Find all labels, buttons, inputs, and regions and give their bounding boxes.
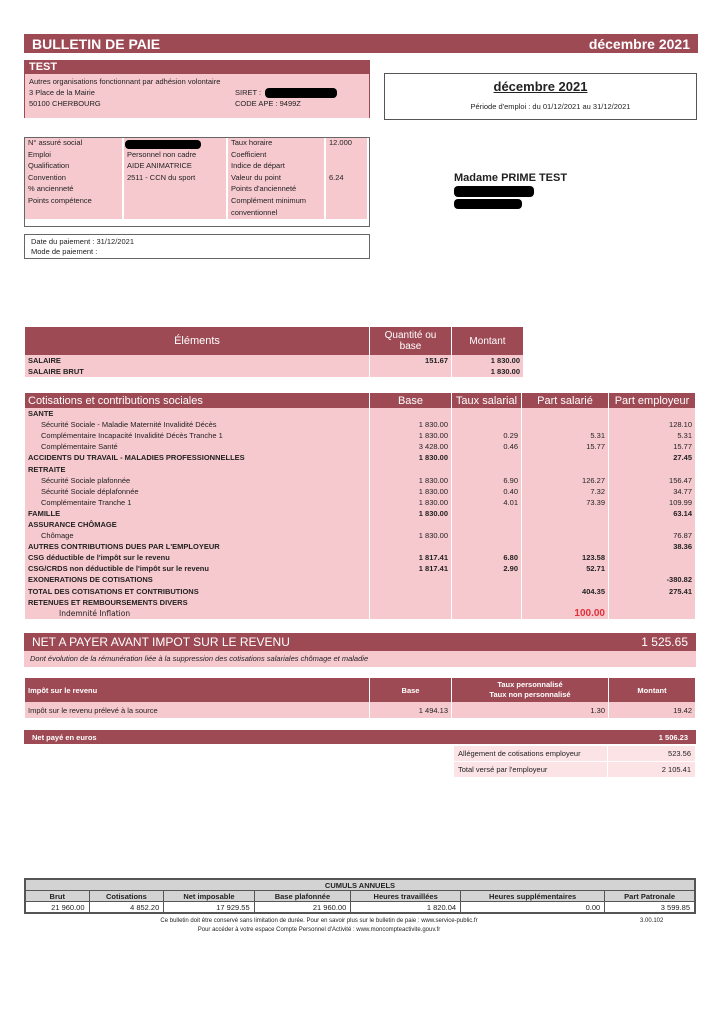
contrib-cell bbox=[522, 597, 609, 608]
contrib-cell: 2.90 bbox=[452, 563, 522, 574]
contrib-cell: Chômage bbox=[25, 530, 370, 541]
info-row bbox=[25, 173, 368, 185]
contrib-cell bbox=[452, 408, 522, 419]
annual-totals-value: 0.00 bbox=[461, 902, 605, 913]
ape-code: CODE APE : 9499Z bbox=[235, 99, 301, 108]
contrib-row bbox=[25, 508, 696, 519]
contrib-cell: 126.27 bbox=[522, 475, 609, 486]
info-cell: conventionnel bbox=[227, 208, 325, 220]
contrib-cell: 0.46 bbox=[452, 441, 522, 452]
info-cell bbox=[123, 208, 227, 220]
contrib-row bbox=[25, 475, 696, 486]
contrib-cell: 3 428.00 bbox=[370, 441, 452, 452]
elements-header-amount: Montant bbox=[452, 327, 524, 355]
contrib-cell bbox=[452, 574, 522, 585]
info-cell: Personnel non cadre bbox=[123, 150, 227, 162]
contrib-cell: 7.32 bbox=[522, 486, 609, 497]
contrib-cell: 1 830.00 bbox=[370, 475, 452, 486]
employee-info-table bbox=[24, 137, 370, 227]
period-box bbox=[384, 73, 697, 120]
contrib-cell bbox=[452, 452, 522, 463]
contrib-cell: CSG/CRDS non déductible de l'impôt sur le revenu bbox=[25, 563, 370, 574]
tax-row-label: Impôt sur le revenu prélevé à la source bbox=[25, 702, 370, 718]
net-before-tax-value: 1 525.65 bbox=[641, 635, 688, 649]
net-paid-bar bbox=[24, 730, 696, 744]
contrib-cell: 5.31 bbox=[609, 430, 696, 441]
payment-mode: Mode de paiement : bbox=[31, 247, 98, 256]
employer-cost-row bbox=[454, 762, 696, 778]
contrib-cell bbox=[522, 574, 609, 585]
contrib-cell: 1 830.00 bbox=[370, 508, 452, 519]
contrib-row bbox=[25, 541, 696, 552]
contrib-cell: 27.45 bbox=[609, 452, 696, 463]
contrib-cell: 128.10 bbox=[609, 419, 696, 430]
employee-block bbox=[454, 172, 567, 209]
info-cell: % ancienneté bbox=[25, 184, 123, 196]
contrib-row bbox=[25, 452, 696, 463]
contrib-cell: 109.99 bbox=[609, 497, 696, 508]
info-cell: Indice de départ bbox=[227, 161, 325, 173]
info-cell: Valeur du point bbox=[227, 173, 325, 185]
annual-totals-header: Part Patronale bbox=[605, 891, 695, 902]
info-cell: Convention bbox=[25, 173, 123, 185]
contrib-cell: Indemnité Inflation bbox=[25, 608, 370, 619]
elements-cell: 1 830.00 bbox=[452, 366, 524, 377]
contrib-header-label: Cotisations et contributions sociales bbox=[25, 393, 370, 408]
contrib-cell bbox=[609, 608, 696, 619]
contrib-cell: Sécurité Sociale - Maladie Maternité Invalidité Décès bbox=[25, 419, 370, 430]
tax-row-rate: 1.30 bbox=[452, 702, 609, 718]
contrib-row bbox=[25, 519, 696, 530]
contrib-cell: 0.40 bbox=[452, 486, 522, 497]
info-cell bbox=[123, 184, 227, 196]
employer-cost-cell: 2 105.41 bbox=[608, 762, 696, 778]
info-cell: N° assuré social bbox=[25, 138, 123, 150]
employer-name: TEST bbox=[25, 61, 369, 74]
payslip-period: décembre 2021 bbox=[588, 35, 690, 52]
contrib-cell: ACCIDENTS DU TRAVAIL - MALADIES PROFESSIONNELLES bbox=[25, 452, 370, 463]
annual-totals-header: Heures supplémentaires bbox=[461, 891, 605, 902]
tax-header-label: Impôt sur le revenu bbox=[25, 678, 370, 702]
contrib-cell: 1 830.00 bbox=[370, 497, 452, 508]
annual-totals-value: 3 599.85 bbox=[605, 902, 695, 913]
contrib-cell bbox=[609, 597, 696, 608]
info-cell: Coefficient bbox=[227, 150, 325, 162]
info-cell: AIDE ANIMATRICE bbox=[123, 161, 227, 173]
contrib-cell: 63.14 bbox=[609, 508, 696, 519]
info-cell: Complément minimum bbox=[227, 196, 325, 208]
contrib-cell: Complémentaire Santé bbox=[25, 441, 370, 452]
contrib-cell: Complémentaire Tranche 1 bbox=[25, 497, 370, 508]
contrib-cell: SANTE bbox=[25, 408, 370, 419]
annual-totals-value: 17 929.55 bbox=[164, 902, 254, 913]
contrib-cell: 123.58 bbox=[522, 552, 609, 563]
elements-cell: SALAIRE BRUT bbox=[25, 366, 370, 377]
info-cell: Emploi bbox=[25, 150, 123, 162]
net-before-tax-label: NET A PAYER AVANT IMPOT SUR LE REVENU bbox=[32, 635, 290, 649]
contrib-cell: 76.87 bbox=[609, 530, 696, 541]
contrib-cell bbox=[609, 563, 696, 574]
employee-name: Madame PRIME TEST bbox=[454, 172, 568, 184]
contrib-cell bbox=[370, 574, 452, 585]
payment-date: Date du paiement : 31/12/2021 bbox=[31, 237, 134, 246]
employer-cost-cell: Total versé par l'employeur bbox=[454, 762, 608, 778]
annual-totals-header: Heures travaillées bbox=[351, 891, 461, 902]
contrib-row bbox=[25, 574, 696, 585]
contrib-row bbox=[25, 586, 696, 597]
contrib-cell: Sécurité Sociale déplafonnée bbox=[25, 486, 370, 497]
contrib-cell: -380.82 bbox=[609, 574, 696, 585]
contrib-cell bbox=[609, 408, 696, 419]
contrib-cell bbox=[452, 586, 522, 597]
contrib-header-employee: Part salarié bbox=[522, 393, 609, 408]
contrib-row bbox=[25, 408, 696, 419]
employer-address: 3 Place de la Mairie bbox=[29, 88, 95, 97]
info-cell: 12.000 bbox=[325, 138, 368, 150]
contrib-row bbox=[25, 463, 696, 474]
payslip-header bbox=[24, 34, 698, 53]
elements-cell bbox=[370, 366, 452, 377]
contrib-cell bbox=[370, 541, 452, 552]
elements-table bbox=[24, 327, 524, 377]
contrib-cell: 38.36 bbox=[609, 541, 696, 552]
contrib-cell: RETRAITE bbox=[25, 463, 370, 474]
net-paid-value: 1 506.23 bbox=[658, 732, 688, 742]
contrib-cell: 0.29 bbox=[452, 430, 522, 441]
contrib-cell: 6.90 bbox=[452, 475, 522, 486]
info-cell bbox=[325, 208, 368, 220]
contrib-cell: EXONERATIONS DE COTISATIONS bbox=[25, 574, 370, 585]
annual-totals-title: CUMULS ANNUELS bbox=[26, 880, 695, 891]
tax-header-rate-nonpersonal: Taux non personnalisé bbox=[489, 690, 571, 699]
contrib-row bbox=[25, 430, 696, 441]
address-redaction-2 bbox=[454, 199, 522, 209]
contrib-cell: 1 830.00 bbox=[370, 530, 452, 541]
contrib-cell bbox=[370, 608, 452, 619]
contrib-cell bbox=[522, 508, 609, 519]
address-redaction-1 bbox=[454, 186, 534, 197]
contrib-cell bbox=[370, 519, 452, 530]
contrib-row bbox=[25, 486, 696, 497]
annual-totals-header: Base plafonnée bbox=[254, 891, 351, 902]
contrib-cell: 1 817.41 bbox=[370, 563, 452, 574]
contrib-cell: 100.00 bbox=[522, 608, 609, 619]
contrib-cell: 15.77 bbox=[609, 441, 696, 452]
info-cell bbox=[123, 196, 227, 208]
annual-totals-value: 21 960.00 bbox=[254, 902, 351, 913]
employer-city: 50100 CHERBOURG bbox=[29, 99, 101, 108]
contrib-header-base: Base bbox=[370, 393, 452, 408]
payslip-title: BULLETIN DE PAIE bbox=[32, 35, 161, 52]
income-tax-table bbox=[24, 678, 696, 718]
contrib-row bbox=[25, 419, 696, 430]
contrib-cell: 52.71 bbox=[522, 563, 609, 574]
annual-totals-header: Brut bbox=[26, 891, 90, 902]
employer-line1: Autres organisations fonctionnant par adhésion volontaire bbox=[29, 77, 221, 86]
period-month: décembre 2021 bbox=[493, 79, 588, 94]
contrib-cell: 5.31 bbox=[522, 430, 609, 441]
contributions-table bbox=[24, 393, 696, 619]
elements-cell: 1 830.00 bbox=[452, 355, 524, 366]
payment-box bbox=[24, 234, 370, 259]
contrib-cell bbox=[522, 530, 609, 541]
elements-row bbox=[25, 355, 524, 366]
info-row bbox=[25, 184, 368, 196]
contrib-cell bbox=[609, 552, 696, 563]
tax-header-base: Base bbox=[370, 678, 452, 702]
contrib-cell bbox=[452, 463, 522, 474]
info-row bbox=[25, 196, 368, 208]
info-cell bbox=[325, 161, 368, 173]
siret-redaction bbox=[265, 88, 337, 98]
employer-cost-table bbox=[453, 745, 696, 778]
info-row bbox=[25, 150, 368, 162]
tax-header-amount: Montant bbox=[609, 678, 696, 702]
contrib-cell bbox=[452, 508, 522, 519]
contrib-row bbox=[25, 530, 696, 541]
info-cell: Points compétence bbox=[25, 196, 123, 208]
footer-version: 3.00.102 bbox=[640, 918, 664, 924]
info-cell bbox=[325, 150, 368, 162]
contrib-cell bbox=[370, 586, 452, 597]
contrib-cell bbox=[370, 408, 452, 419]
info-row bbox=[25, 208, 368, 220]
employer-cost-cell: 523.56 bbox=[608, 746, 696, 762]
contrib-cell bbox=[452, 530, 522, 541]
info-cell: Taux horaire bbox=[227, 138, 325, 150]
contrib-cell bbox=[522, 408, 609, 419]
contrib-cell: 1 830.00 bbox=[370, 486, 452, 497]
contrib-cell: 15.77 bbox=[522, 441, 609, 452]
info-cell bbox=[325, 196, 368, 208]
info-cell bbox=[25, 208, 123, 220]
footer-note-2: Pour accéder à votre espace Compte Personnel d'Activité : www.moncompteactivite.gouv.fr bbox=[197, 927, 441, 933]
elements-cell: 151.67 bbox=[370, 355, 452, 366]
contrib-cell: FAMILLE bbox=[25, 508, 370, 519]
contrib-cell: 404.35 bbox=[522, 586, 609, 597]
contrib-cell bbox=[522, 463, 609, 474]
employer-block bbox=[24, 60, 370, 118]
contrib-cell: Complémentaire Incapacité Invalidité Décès Tranche 1 bbox=[25, 430, 370, 441]
contrib-cell: ASSURANCE CHÔMAGE bbox=[25, 519, 370, 530]
contrib-row bbox=[25, 563, 696, 574]
contrib-cell bbox=[452, 597, 522, 608]
contrib-row bbox=[25, 608, 696, 619]
contrib-cell: 1 817.41 bbox=[370, 552, 452, 563]
contrib-cell: RETENUES ET REMBOURSEMENTS DIVERS bbox=[25, 597, 370, 608]
contrib-cell bbox=[452, 419, 522, 430]
footer-note-1: Ce bulletin doit être conservé sans limitation de durée. Pour en savoir plus sur le bulletin de paie : www.service-public.fr bbox=[160, 918, 478, 924]
elements-header-label: Éléments bbox=[25, 327, 370, 355]
info-row bbox=[25, 161, 368, 173]
contrib-cell bbox=[370, 597, 452, 608]
annual-totals-value: 4 852.20 bbox=[89, 902, 164, 913]
contrib-cell bbox=[370, 463, 452, 474]
net-paid-label: Net payé en euros bbox=[32, 732, 97, 742]
contrib-cell bbox=[522, 452, 609, 463]
annual-totals-value: 21 960.00 bbox=[26, 902, 90, 913]
employer-cost-row bbox=[454, 746, 696, 762]
annual-totals-header: Cotisations bbox=[89, 891, 164, 902]
contrib-row bbox=[25, 441, 696, 452]
contrib-cell: CSG déductible de l'impôt sur le revenu bbox=[25, 552, 370, 563]
contrib-cell: 6.80 bbox=[452, 552, 522, 563]
contrib-row bbox=[25, 552, 696, 563]
period-range: Période d'emploi : du 01/12/2021 au 31/12/2021 bbox=[470, 102, 631, 111]
contrib-cell: 1 830.00 bbox=[370, 430, 452, 441]
contrib-row bbox=[25, 597, 696, 608]
contrib-cell: 1 830.00 bbox=[370, 419, 452, 430]
contrib-cell: AUTRES CONTRIBUTIONS DUES PAR L'EMPLOYEUR bbox=[25, 541, 370, 552]
annual-totals-table bbox=[24, 878, 696, 914]
contrib-cell: Sécurité Sociale plafonnée bbox=[25, 475, 370, 486]
contrib-cell bbox=[452, 541, 522, 552]
contrib-cell: 73.39 bbox=[522, 497, 609, 508]
net-note: Dont évolution de la rémunération liée à la suppression des cotisations salariales chômage et maladie bbox=[24, 651, 696, 667]
employer-cost-cell: Allégement de cotisations employeur bbox=[454, 746, 608, 762]
contrib-cell: 275.41 bbox=[609, 586, 696, 597]
contrib-row bbox=[25, 497, 696, 508]
annual-totals-value: 1 820.04 bbox=[351, 902, 461, 913]
net-before-tax-bar bbox=[24, 633, 696, 651]
contrib-cell: 156.47 bbox=[609, 475, 696, 486]
contrib-cell bbox=[522, 519, 609, 530]
contrib-cell: 34.77 bbox=[609, 486, 696, 497]
siret-label: SIRET : bbox=[235, 88, 262, 97]
elements-row bbox=[25, 366, 524, 377]
contrib-header-rate: Taux salarial bbox=[452, 393, 522, 408]
info-cell bbox=[325, 184, 368, 196]
info-cell: Qualification bbox=[25, 161, 123, 173]
tax-row-amount: 19.42 bbox=[609, 702, 696, 718]
contrib-cell bbox=[609, 463, 696, 474]
elements-header-quantity: Quantité ou base bbox=[370, 327, 452, 355]
ssn-redaction bbox=[125, 140, 201, 149]
contrib-cell bbox=[452, 519, 522, 530]
contrib-cell bbox=[522, 541, 609, 552]
contrib-cell bbox=[452, 608, 522, 619]
tax-row-base: 1 494.13 bbox=[370, 702, 452, 718]
contrib-header-employer: Part employeur bbox=[609, 393, 696, 408]
contrib-cell bbox=[609, 519, 696, 530]
info-cell: 2511 - CCN du sport bbox=[123, 173, 227, 185]
contrib-cell bbox=[522, 419, 609, 430]
annual-totals-header: Net imposable bbox=[164, 891, 254, 902]
tax-header-rate bbox=[452, 678, 609, 702]
contrib-cell: 1 830.00 bbox=[370, 452, 452, 463]
tax-header-rate-personal: Taux personnalisé bbox=[497, 680, 563, 689]
info-cell: Points d'ancienneté bbox=[227, 184, 325, 196]
contrib-cell: TOTAL DES COTISATIONS ET CONTRIBUTIONS bbox=[25, 586, 370, 597]
info-cell: 6.24 bbox=[325, 173, 368, 185]
contrib-cell: 4.01 bbox=[452, 497, 522, 508]
elements-cell: SALAIRE bbox=[25, 355, 370, 366]
